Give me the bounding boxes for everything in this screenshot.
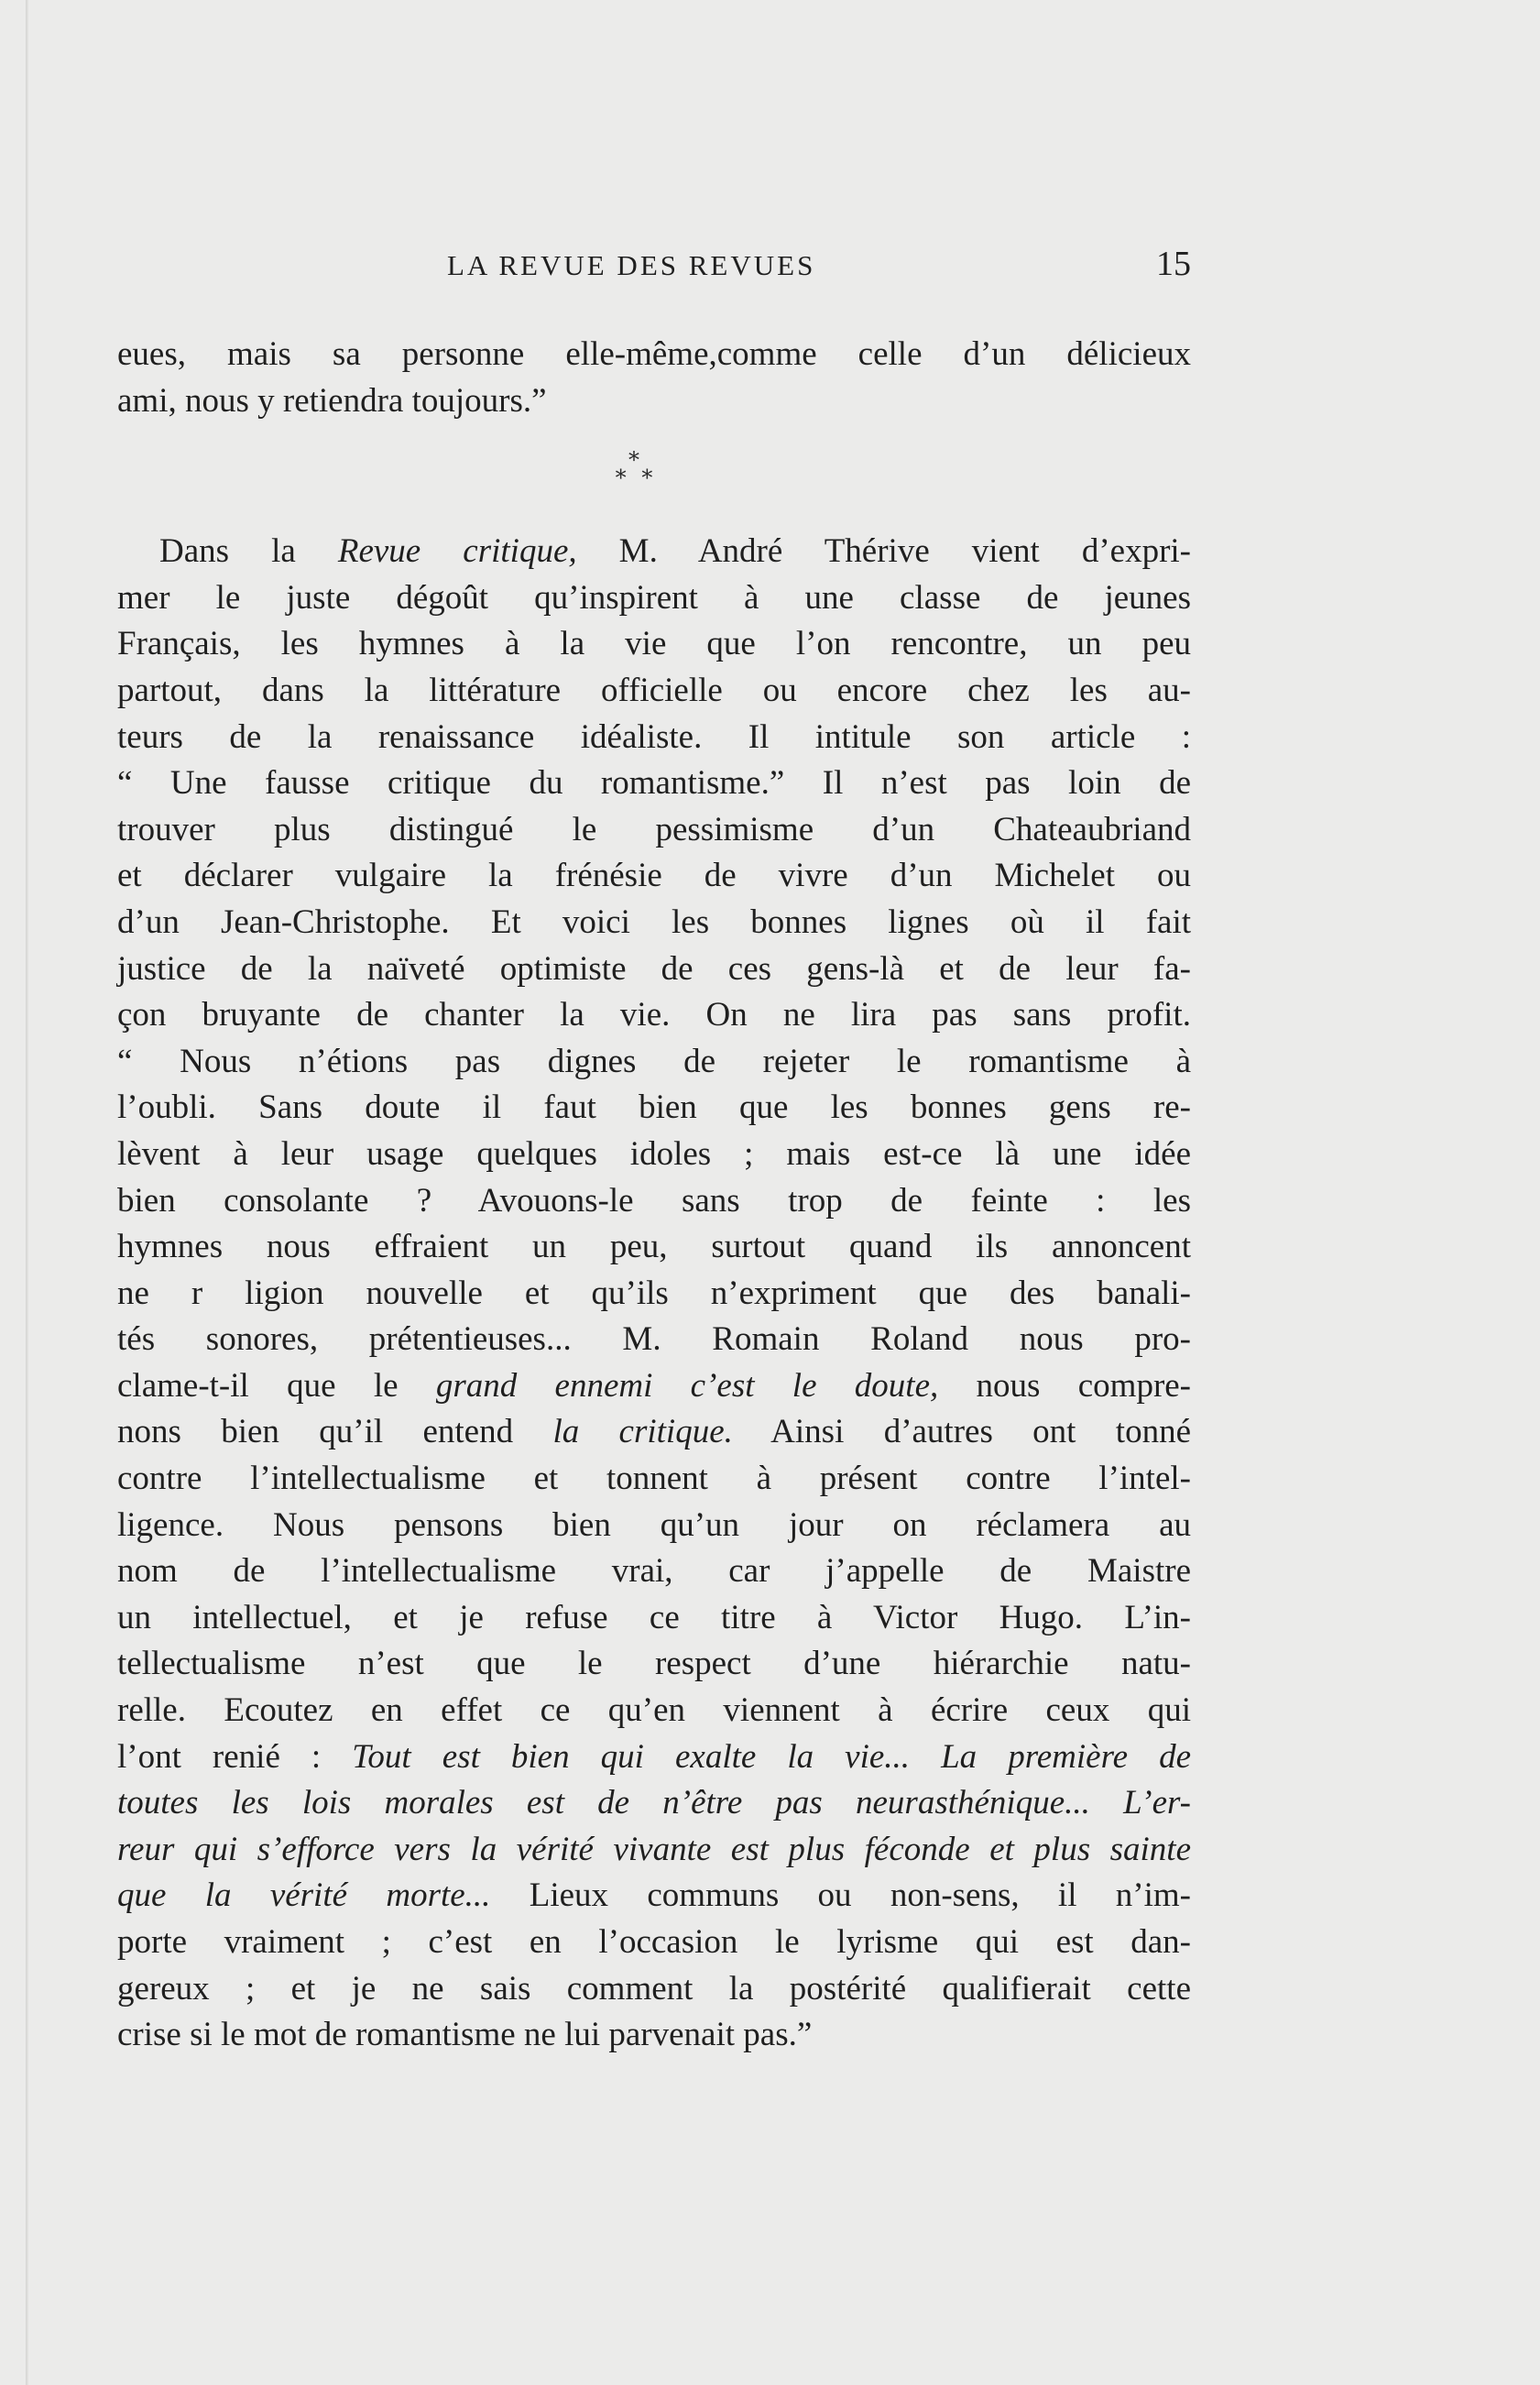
- text-line: lèvent à leur usage quelques idoles ; mais est-ce là une idée: [117, 1134, 1191, 1173]
- page-number: 15: [1156, 245, 1191, 283]
- text-line: toutes les lois morales est de n’être pas neurasthénique... L’er-: [117, 1784, 1191, 1822]
- text-line: un intellectuel, et je refuse ce titre à Victor Hugo. L’in-: [117, 1598, 1191, 1636]
- text-run: Lieux communs ou non-sens, il n’im-: [490, 1876, 1191, 1915]
- text-line: l’oubli. Sans doute il faut bien que les bonnes gens re-: [117, 1089, 1191, 1127]
- text-run: M. André Thérive vient d’expri-: [576, 532, 1191, 571]
- text-run: l’ont renié :: [117, 1737, 353, 1776]
- journal-title: Revue critique,: [337, 532, 577, 571]
- text-run: clame-t-il que le: [117, 1366, 436, 1405]
- text-line: mer le juste dégoût qu’inspirent à une classe de jeunes: [117, 578, 1191, 617]
- page-header: [117, 245, 1191, 295]
- text-line: gereux ; et je ne sais comment la postérité qualifierait cette: [117, 1969, 1191, 2008]
- text-line: [117, 1873, 1191, 1920]
- asterism-ornament: [605, 447, 678, 523]
- text-run: Ainsi d’autres ont tonné: [732, 1413, 1191, 1451]
- text-run: nons bien qu’il entend: [117, 1413, 553, 1451]
- body-text: [117, 332, 1191, 2059]
- text-line: “ Une fausse critique du romantisme.” Il n’est pas loin de: [117, 764, 1191, 803]
- italic-quote: que la vérité morte...: [117, 1876, 491, 1915]
- text-line: partout, dans la littérature officielle ou encore chez les au-: [117, 671, 1191, 709]
- text-line: ne r ligion nouvelle et qu’ils n’expriment que des banali-: [117, 1274, 1191, 1312]
- text-run: nous compre-: [938, 1366, 1192, 1405]
- section-separator: [117, 424, 1191, 529]
- text-line: ami, nous y retiendra toujours.”: [117, 381, 547, 420]
- text-line: eues, mais sa personne elle-même,comme celle d’un délicieux: [117, 335, 1191, 373]
- text-line: crise si le mot de romantisme ne lui parvenait pas.”: [117, 2016, 813, 2054]
- text-line: [117, 1734, 1191, 1781]
- text-line: ligence. Nous pensons bien qu’un jour on réclamera au: [117, 1505, 1191, 1544]
- text-line: Français, les hymnes à la vie que l’on rencontre, un peu: [117, 625, 1191, 663]
- asterisk-left: *: [615, 465, 627, 491]
- italic-quote: Tout est bien qui exalte la vie... La première de: [352, 1737, 1192, 1776]
- asterisk-top: *: [628, 447, 639, 474]
- text-run: Dans la: [159, 532, 338, 571]
- text-line: porte vraiment ; c’est en l’occasion le lyrisme qui est dan-: [117, 1923, 1191, 1961]
- running-title: LA REVUE DES REVUES: [447, 249, 816, 281]
- page-edge: [26, 0, 28, 2385]
- text-line: bien consolante ? Avouons-le sans trop de feinte : les: [117, 1181, 1191, 1220]
- italic-quote: la critique.: [552, 1413, 733, 1451]
- text-line: et déclarer vulgaire la frénésie de vivre d’un Michelet ou: [117, 857, 1191, 895]
- text-line: [117, 1363, 1191, 1410]
- text-line: hymnes nous effraient un peu, surtout quand ils annoncent: [117, 1228, 1191, 1266]
- text-line: relle. Ecoutez en effet ce qu’en viennent à écrire ceux qui: [117, 1691, 1191, 1730]
- italic-quote: grand ennemi c’est le doute,: [435, 1366, 939, 1405]
- text-line: [117, 529, 1191, 575]
- text-line: çon bruyante de chanter la vie. On ne lira pas sans profit.: [117, 996, 1191, 1034]
- text-line: [117, 1409, 1191, 1456]
- asterisk-right: *: [641, 465, 653, 491]
- text-line: nom de l’intellectualisme vrai, car j’appelle de Maistre: [117, 1552, 1191, 1591]
- text-line: justice de la naïveté optimiste de ces gens-là et de leur fa-: [117, 949, 1191, 988]
- text-line: trouver plus distingué le pessimisme d’un Chateaubriand: [117, 810, 1191, 848]
- text-line: d’un Jean-Christophe. Et voici les bonnes lignes où il fait: [117, 903, 1191, 941]
- text-line: contre l’intellectualisme et tonnent à présent contre l’intel-: [117, 1460, 1191, 1498]
- text-line: reur qui s’efforce vers la vérité vivante est plus féconde et plus sainte: [117, 1830, 1191, 1868]
- text-line: tellectualisme n’est que le respect d’une hiérarchie natu-: [117, 1645, 1191, 1683]
- text-line: teurs de la renaissance idéaliste. Il intitule son article :: [117, 717, 1191, 756]
- text-line: “ Nous n’étions pas dignes de rejeter le romantisme à: [117, 1042, 1191, 1080]
- text-line: tés sonores, prétentieuses... M. Romain Roland nous pro-: [117, 1320, 1191, 1359]
